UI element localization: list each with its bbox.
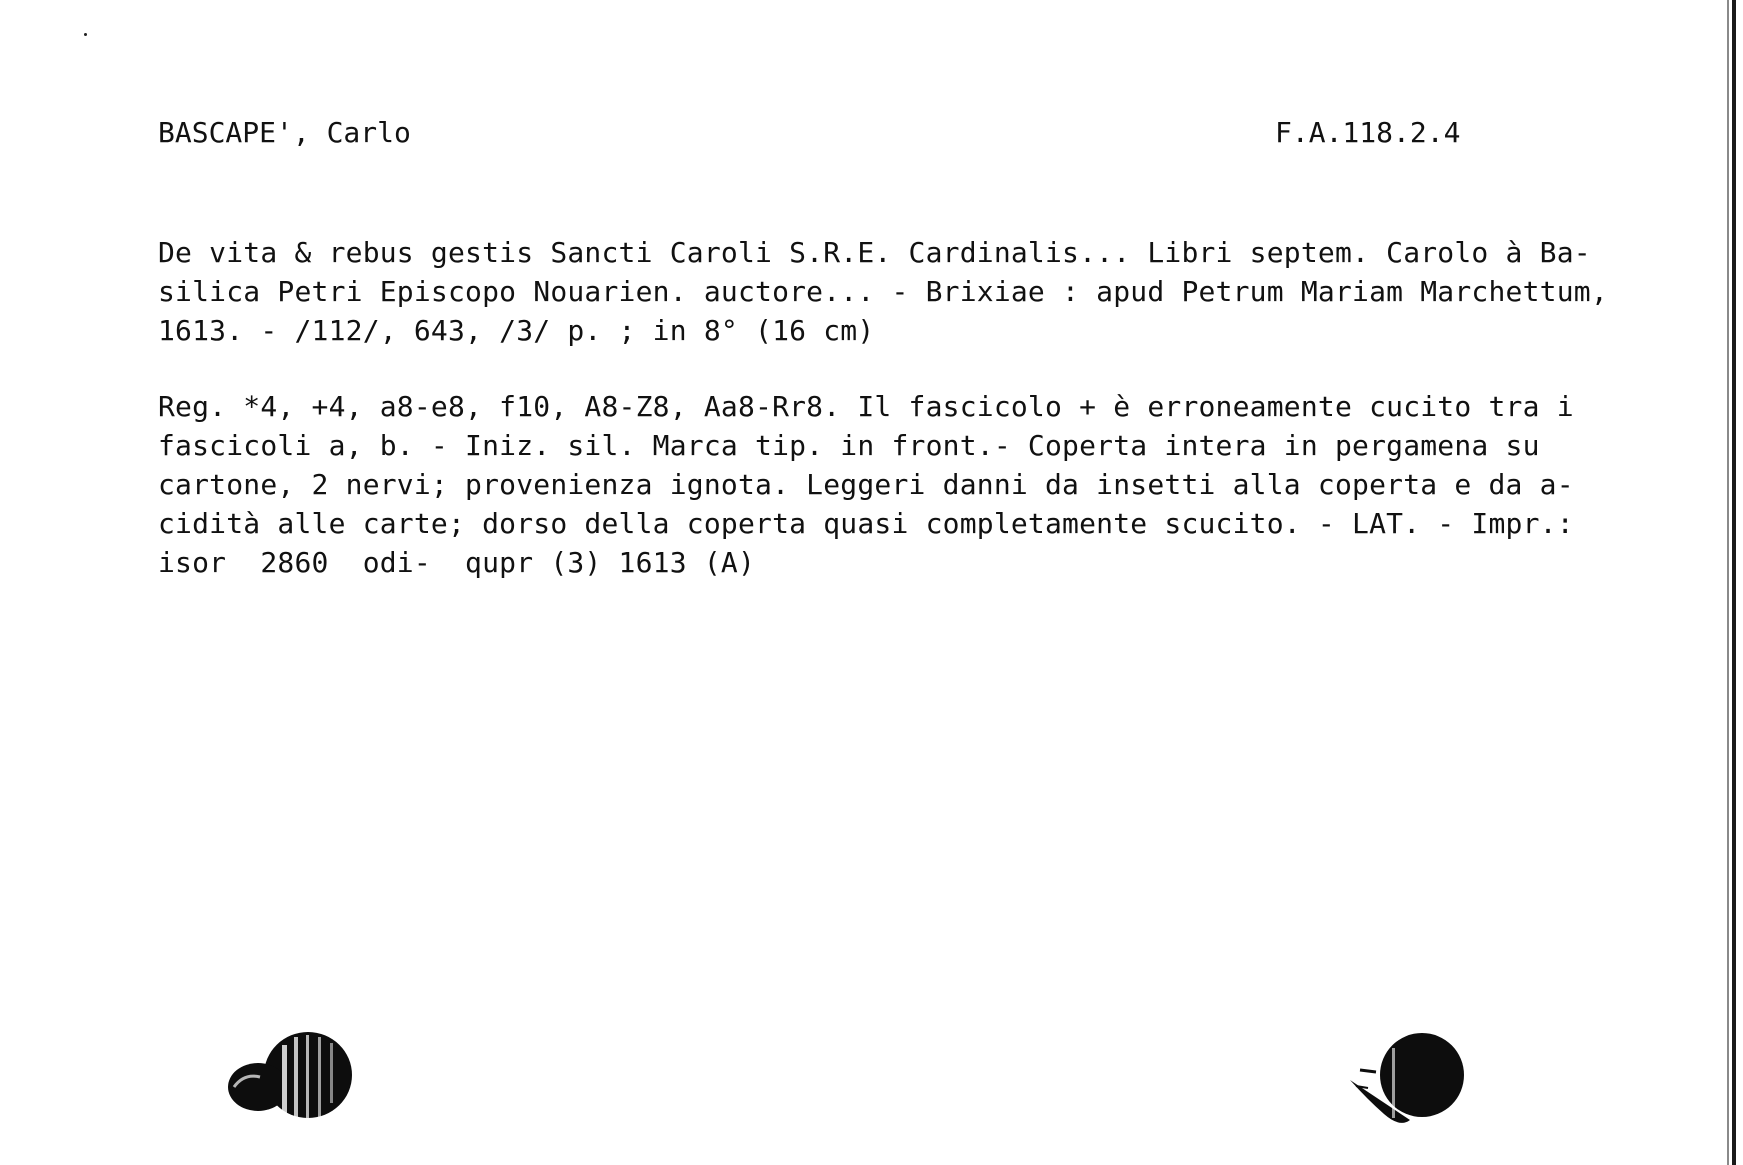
title-line: 1613. - /112/, 643, /3/ p. ; in 8° (16 cm) bbox=[158, 314, 875, 347]
note-line: Reg. *4, +4, a8-e8, f10, A8-Z8, Aa8-Rr8. Il fascicolo + è erroneamente cucito tra i bbox=[158, 390, 1574, 423]
note-line: fascicoli a, b. - Iniz. sil. Marca tip. in front.- Coperta intera in pergamena su bbox=[158, 429, 1540, 462]
ink-speck bbox=[84, 33, 87, 36]
punch-hole-left bbox=[220, 1025, 360, 1135]
title-line: De vita & rebus gestis Sancti Caroli S.R.E. Cardinalis... Libri septem. Carolo à Ba- bbox=[158, 236, 1591, 269]
note-line: cidità alle carte; dorso della coperta quasi completamente scucito. - LAT. - Impr.: bbox=[158, 507, 1574, 540]
card-right-edge bbox=[1732, 0, 1736, 1165]
author-heading: BASCAPE', Carlo bbox=[158, 116, 411, 149]
title-line: silica Petri Episcopo Nouarien. auctore... - Brixiae : apud Petrum Mariam Marchettum, bbox=[158, 275, 1608, 308]
punch-hole-right bbox=[1340, 1030, 1480, 1140]
card-edge-shadow bbox=[1727, 0, 1729, 1165]
shelfmark: F.A.118.2.4 bbox=[1275, 116, 1461, 149]
note-line: isor 2860 odi- qupr (3) 1613 (A) bbox=[158, 546, 756, 579]
note-line: cartone, 2 nervi; provenienza ignota. Leggeri danni da insetti alla coperta e da a- bbox=[158, 468, 1574, 501]
